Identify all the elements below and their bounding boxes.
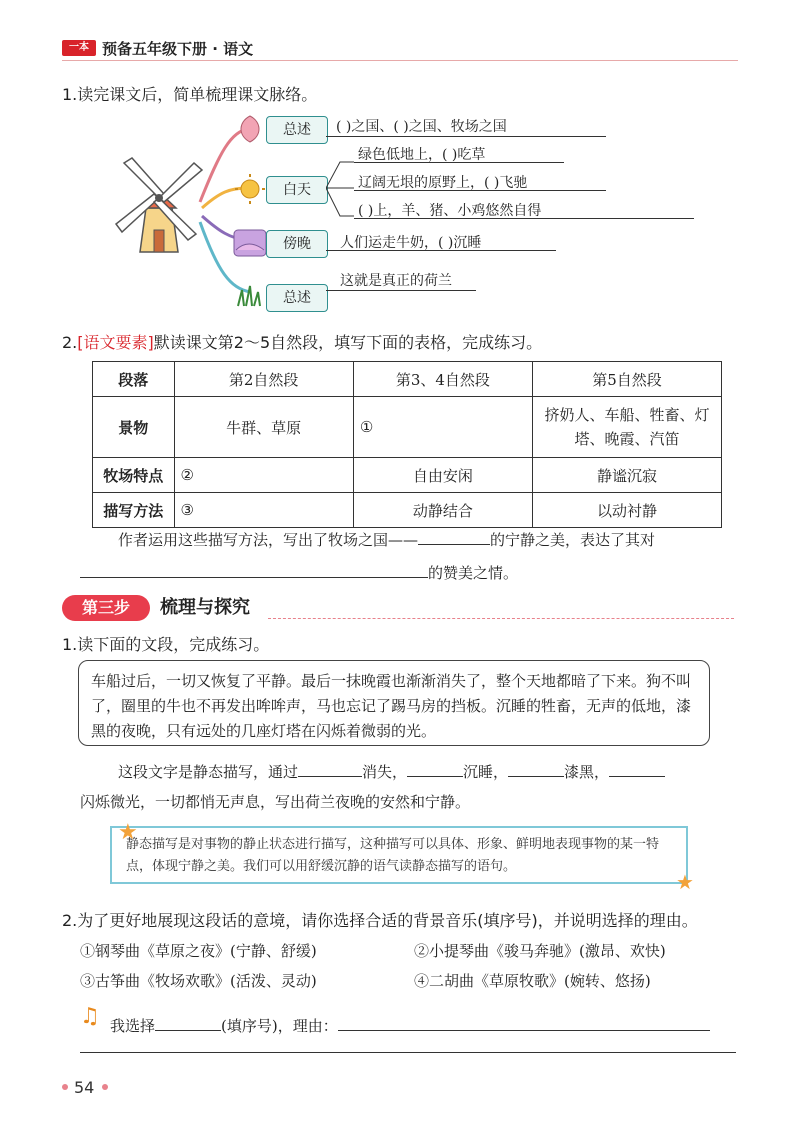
answer-blank[interactable] xyxy=(418,526,490,545)
sentence-part: 作者运用这些描写方法，写出了牧场之国—— xyxy=(118,531,419,549)
question-3-title: 1.读下面的文段，完成练习。 xyxy=(62,635,270,654)
answer-blank[interactable] xyxy=(609,758,665,777)
question-1-title: 1.读完课文后，简单梳理课文脉络。 xyxy=(62,85,318,104)
music-option-3: ③古筝曲《牧场欢歌》(活泼、灵动) xyxy=(80,972,317,990)
music-note-icon: ♫ xyxy=(80,1004,100,1029)
star-icon: ★ xyxy=(118,820,138,845)
answer-blank[interactable] xyxy=(508,758,564,777)
question-2-title xyxy=(62,330,542,353)
table-header-cell: 第3、4自然段 xyxy=(353,362,532,397)
fill-sentence-2: 闪烁微光，一切都悄无声息，写出荷兰夜晚的安然和宁静。 xyxy=(80,793,471,811)
sentence-part: 我选择 xyxy=(110,1017,156,1035)
table-row xyxy=(93,458,722,493)
table-cell: 静谧沉寂 xyxy=(532,458,721,493)
page-number: 54 xyxy=(74,1078,95,1097)
table-cell: 牧场特点 xyxy=(93,458,175,493)
answer-line xyxy=(110,1012,740,1036)
grass-icon xyxy=(232,280,268,310)
table-row xyxy=(93,397,722,458)
answer-blank[interactable] xyxy=(298,758,362,777)
sentence-part: 的赞美之情。 xyxy=(428,564,519,582)
node-dusk: 傍晚 xyxy=(266,230,328,258)
table-header-row xyxy=(93,362,722,397)
question-number: 2. xyxy=(62,333,78,352)
node-day: 白天 xyxy=(266,176,328,204)
lotus-icon xyxy=(230,112,270,146)
question-4-title: 2.为了更好地展现这段话的意境，请你选择合适的背景音乐(填序号)，并说明选择的理由。 xyxy=(62,911,698,930)
question-text: 默读课文第2～5自然段，填写下面的表格，完成练习。 xyxy=(153,333,543,352)
page-dot xyxy=(62,1084,68,1090)
music-option-4: ④二胡曲《草原牧歌》(婉转、悠扬) xyxy=(414,972,651,990)
branch-day-1: 绿色低地上，( )吃草 xyxy=(358,147,486,163)
node-summary: 总述 xyxy=(266,284,328,312)
table-row xyxy=(93,493,722,528)
step-title: 梳理与探究 xyxy=(160,597,250,618)
node-intro: 总述 xyxy=(266,116,328,144)
page-dot xyxy=(102,1084,108,1090)
header-divider xyxy=(62,60,738,61)
table-cell: 牛群、草原 xyxy=(174,397,353,458)
sentence-part: 消失， xyxy=(362,763,408,781)
branch-dusk: 人们运走牛奶，( )沉睡 xyxy=(340,235,482,251)
table-cell-blank[interactable]: ③ xyxy=(174,493,353,528)
table-cell: 自由安闲 xyxy=(353,458,532,493)
fill-sentence-1 xyxy=(118,756,748,789)
answer-blank[interactable] xyxy=(80,559,428,578)
table-cell: 描写方法 xyxy=(93,493,175,528)
music-option-1: ①钢琴曲《草原之夜》(宁静、舒缓) xyxy=(80,942,317,960)
answer-blank[interactable] xyxy=(407,758,463,777)
branch-day-2: 辽阔无垠的原野上，( )飞驰 xyxy=(358,175,528,191)
branch-day-3: ( )上，羊、猪、小鸡悠然自得 xyxy=(358,203,542,219)
reading-passage: 车船过后，一切又恢复了平静。最后一抹晚霞也渐渐消失了，整个天地都暗了下来。狗不叫了，圈里的牛也不再发出哞哞声，马也忘记了踢马房的挡板。沉睡的牲畜，无声的低地，漆黑的夜晚，只有远处的几座灯塔在闪烁着微弱的光。 xyxy=(78,660,710,746)
table-cell-blank[interactable]: ① xyxy=(353,397,532,458)
sentence-part: 这段文字是静态描写，通过 xyxy=(118,763,299,781)
brand-badge: 一本 xyxy=(62,40,96,56)
table-header-cell: 第2自然段 xyxy=(174,362,353,397)
table-cell: 挤奶人、车船、牲畜、灯塔、晚霞、汽笛 xyxy=(532,397,721,458)
summary-sentence-1 xyxy=(118,524,738,557)
branch-line xyxy=(326,290,476,291)
tag-language-element: [语文要素] xyxy=(77,333,154,352)
table-header-cell: 段落 xyxy=(93,362,175,397)
branch-summary: 这就是真正的荷兰 xyxy=(340,273,452,289)
step-badge: 第三步 xyxy=(62,595,150,621)
sentence-part: (填序号)，理由： xyxy=(221,1017,338,1035)
summary-sentence-2 xyxy=(80,557,740,590)
star-icon: ★ xyxy=(676,870,694,894)
sentence-part: 的宁静之美，表达了其对 xyxy=(490,531,656,549)
sentence-part: 漆黑， xyxy=(564,763,610,781)
sentence-part: 沉睡， xyxy=(463,763,509,781)
table-cell-blank[interactable]: ② xyxy=(174,458,353,493)
scenery-table xyxy=(92,361,722,528)
table-header-cell: 第5自然段 xyxy=(532,362,721,397)
branch-intro: ( )之国、( )之国、牧场之国 xyxy=(336,119,507,135)
answer-blank[interactable] xyxy=(338,1012,710,1031)
sun-icon xyxy=(232,172,268,206)
answer-blank[interactable] xyxy=(155,1012,221,1031)
table-cell: 景物 xyxy=(93,397,175,458)
answer-blank-line[interactable] xyxy=(80,1052,736,1053)
tip-box: 静态描写是对事物的静止状态进行描写，这种描写可以具体、形象、鲜明地表现事物的某一特点，体现宁静之美。我们可以用舒缓沉静的语气读静态描写的语句。 xyxy=(110,826,688,884)
branch-line xyxy=(326,136,606,137)
step-divider xyxy=(268,618,734,619)
table-cell: 动静结合 xyxy=(353,493,532,528)
music-option-2: ②小提琴曲《骏马奔驰》(激昂、欢快) xyxy=(414,942,666,960)
table-cell: 以动衬静 xyxy=(532,493,721,528)
book-title: 预备五年级下册 · 语文 xyxy=(102,40,254,58)
sunset-icon xyxy=(232,228,268,258)
day-branch-fork xyxy=(326,158,356,228)
